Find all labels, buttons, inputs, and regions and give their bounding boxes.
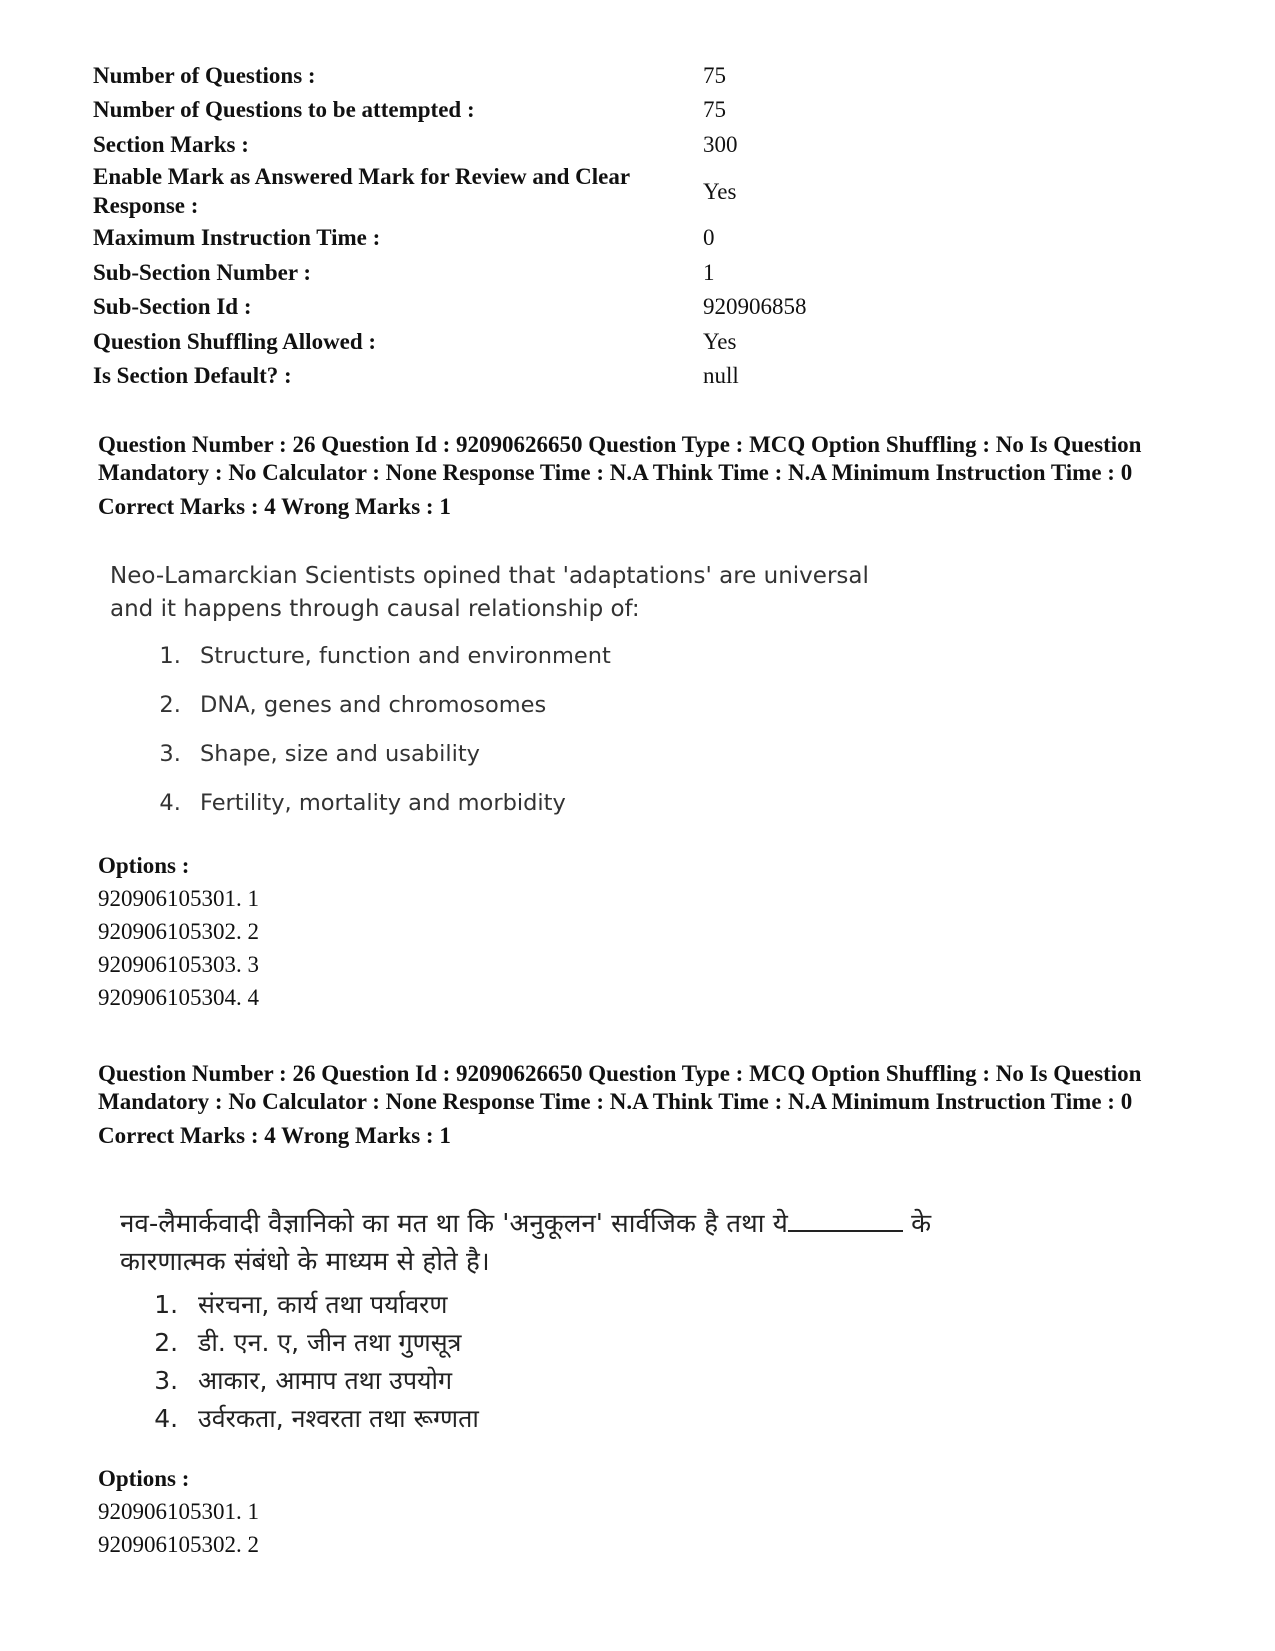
options-label: Options : <box>98 853 190 878</box>
option-item: 920906105301. 1 <box>98 1499 259 1524</box>
question-stem-part: नव-लैमार्कवादी वैज्ञानिको का मत था कि 'अनुकूलन' सार्वजिक है तथा ये <box>120 1209 788 1239</box>
info-label: Section Marks : <box>93 131 249 157</box>
option-item: 920906105302. 2 <box>98 919 259 944</box>
info-row <box>93 127 893 162</box>
info-label: Is Section Default? : <box>93 363 292 389</box>
info-row <box>93 324 893 359</box>
option-item: 920906105301. 1 <box>98 886 259 911</box>
options-list <box>98 849 259 1014</box>
options-label: Options : <box>98 1466 190 1491</box>
info-value: Yes <box>703 178 737 204</box>
option-item: 920906105304. 4 <box>98 985 259 1010</box>
question-marks: Correct Marks : 4 Wrong Marks : 1 <box>98 494 451 519</box>
choice-item: 2. डी. एन. ए, जीन तथा गुणसूत्र <box>186 1325 940 1363</box>
choice-list <box>110 640 890 836</box>
info-label: Sub-Section Id : <box>93 294 252 320</box>
info-label: Enable Mark as Answered Mark for Review and Clear Response : <box>93 164 630 218</box>
question-header-block <box>98 431 1158 521</box>
choice-item: 3. आकार, आमाप तथा उपयोग <box>186 1363 940 1401</box>
info-value: null <box>703 363 739 389</box>
option-item: 920906105303. 3 <box>98 952 259 977</box>
info-row <box>93 162 893 221</box>
info-label: Sub-Section Number : <box>93 259 312 285</box>
question-header: Question Number : 26 Question Id : 92090626650 Question Type : MCQ Option Shuffling : No Is Question Mandatory : No Calculator : None Response Time : N.A Think Time : N.A Minimum Instruction Time : 0 <box>98 432 1142 485</box>
option-item: 920906105302. 2 <box>98 1532 259 1557</box>
question-stem-part: के कारणात्मक संबंधो के माध्यम से होते है। <box>120 1209 932 1277</box>
question-body-english <box>110 560 890 836</box>
info-row <box>93 221 893 256</box>
question-marks: Correct Marks : 4 Wrong Marks : 1 <box>98 1123 451 1148</box>
info-label: Question Shuffling Allowed : <box>93 328 377 354</box>
info-value: 1 <box>703 259 715 285</box>
question-stem <box>120 1205 940 1281</box>
info-row <box>93 58 893 93</box>
question-header: Question Number : 26 Question Id : 92090626650 Question Type : MCQ Option Shuffling : No Is Question Mandatory : No Calculator : None Response Time : N.A Think Time : N.A Minimum Instruction Time : 0 <box>98 1061 1142 1114</box>
options-list <box>98 1462 259 1561</box>
section-info-table <box>93 58 893 393</box>
choice-item: 4. उर्वरकता, नश्वरता तथा रूग्णता <box>186 1401 940 1439</box>
info-row <box>93 93 893 128</box>
info-value: 0 <box>703 225 715 251</box>
info-value: 75 <box>703 97 726 123</box>
choice-item: 1. Structure, function and environment <box>188 640 890 689</box>
info-row <box>93 359 893 394</box>
info-row <box>93 255 893 290</box>
info-label: Number of Questions to be attempted : <box>93 97 475 123</box>
choice-item: 4. Fertility, mortality and morbidity <box>188 787 890 836</box>
question-body-hindi <box>120 1205 940 1439</box>
question-header-block <box>98 1060 1158 1150</box>
choice-list <box>120 1287 940 1439</box>
info-value: 75 <box>703 62 726 88</box>
choice-item: 1. संरचना, कार्य तथा पर्यावरण <box>186 1287 940 1325</box>
info-value: 300 <box>703 131 738 157</box>
info-row <box>93 290 893 325</box>
fill-blank <box>788 1208 903 1232</box>
choice-item: 2. DNA, genes and chromosomes <box>188 689 890 738</box>
info-label: Maximum Instruction Time : <box>93 225 381 251</box>
choice-item: 3. Shape, size and usability <box>188 738 890 787</box>
info-label: Number of Questions : <box>93 62 316 88</box>
info-value: 920906858 <box>703 294 807 320</box>
info-value: Yes <box>703 328 737 354</box>
question-stem: Neo-Lamarckian Scientists opined that 'adaptations' are universal and it happens through causal relationship of: <box>110 563 869 622</box>
